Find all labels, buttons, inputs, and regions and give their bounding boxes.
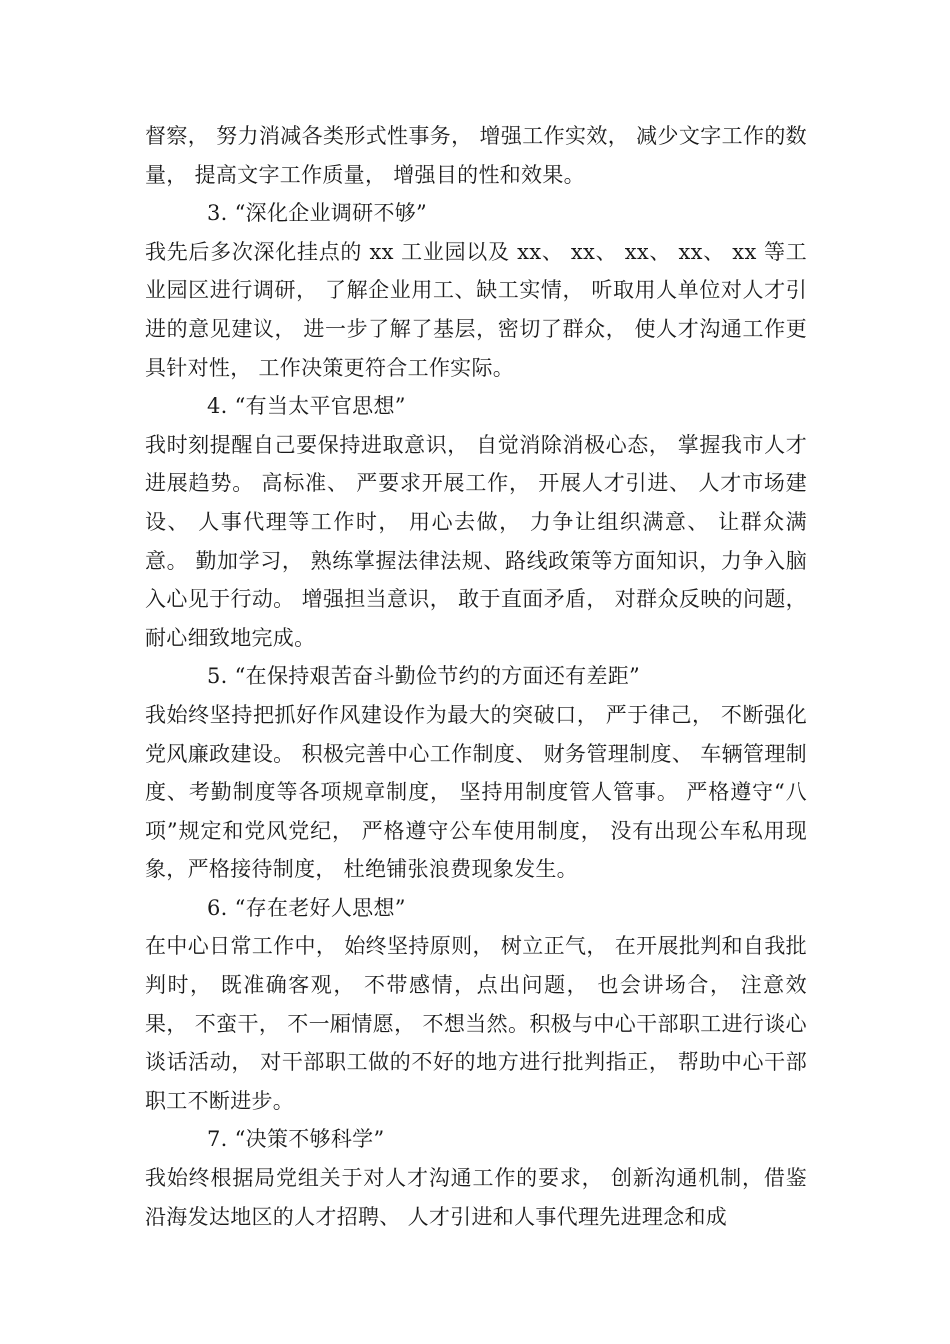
paragraph-section-3: 我先后多次深化挂点的 xx 工业园以及 xx、 xx、 xx、 xx、 xx 等工业园区进行调研， 了解企业用工、缺工实情， 听取用人单位对人才引进的意见建议， 进一步了解了基层，密切了群众， 使人才沟通工作更具针对性， 工作决策更符合工作实际。 <box>145 239 807 380</box>
paragraph-section-4: 我时刻提醒自己要保持进取意识， 自觉消除消极心态， 掌握我市人才进展趋势。 高标准、 严要求开展工作， 开展人才引进、 人才市场建设、 人事代理等工作时， 用心去做， 力争让组织满意、 让群众满意。 勤加学习， 熟练掌握法律法规、路线政策等方面知识，力争入脑入心见于行动。 增强担当意识， 敢于直面矛盾， 对群众反映的问题， 耐心细致地完成。 <box>145 432 807 650</box>
paragraph-continuation: 督察， 努力消减各类形式性事务， 增强工作实效， 减少文字工作的数量， 提高文字工作质量， 增强目的性和效果。 <box>145 124 807 187</box>
paragraph-section-6: 在中心日常工作中， 始终坚持原则， 树立正气， 在开展批判和自我批判时， 既准确客观， 不带感情，点出问题， 也会讲场合， 注意效果， 不蛮干， 不一厢情愿， 不想当然。积极与中心干部职工进行谈心谈话活动， 对干部职工做的不好的地方进行批判指正， 帮助中心干部职工不断进步。 <box>145 934 807 1113</box>
section-heading-4: 4. “有当太平官思想” <box>207 394 406 419</box>
document-body <box>145 117 807 1236</box>
section-heading-3: 3. “深化企业调研不够” <box>207 201 428 226</box>
section-heading-6: 6. “存在老好人思想” <box>207 895 406 920</box>
paragraph-section-5: 我始终坚持把抓好作风建设作为最大的突破口， 严于律己， 不断强化党风廉政建设。 积极完善中心工作制度、 财务管理制度、 车辆管理制度、考勤制度等各项规章制度， 坚持用制度管人管事。 严格遵守“八项”规定和党风党纪， 严格遵守公车使用制度， 没有出现公车私用现象，严格接待制度， 杜绝铺张浪费现象发生。 <box>145 702 807 882</box>
section-heading-5: 5. “在保持艰苦奋斗勤俭节约的方面还有差距” <box>207 664 641 689</box>
paragraph-section-7: 我始终根据局党组关于对人才沟通工作的要求， 创新沟通机制，借鉴沿海发达地区的人才招聘、 人才引进和人事代理先进理念和成 <box>145 1166 807 1229</box>
section-heading-7: 7. “决策不够科学” <box>207 1127 385 1152</box>
